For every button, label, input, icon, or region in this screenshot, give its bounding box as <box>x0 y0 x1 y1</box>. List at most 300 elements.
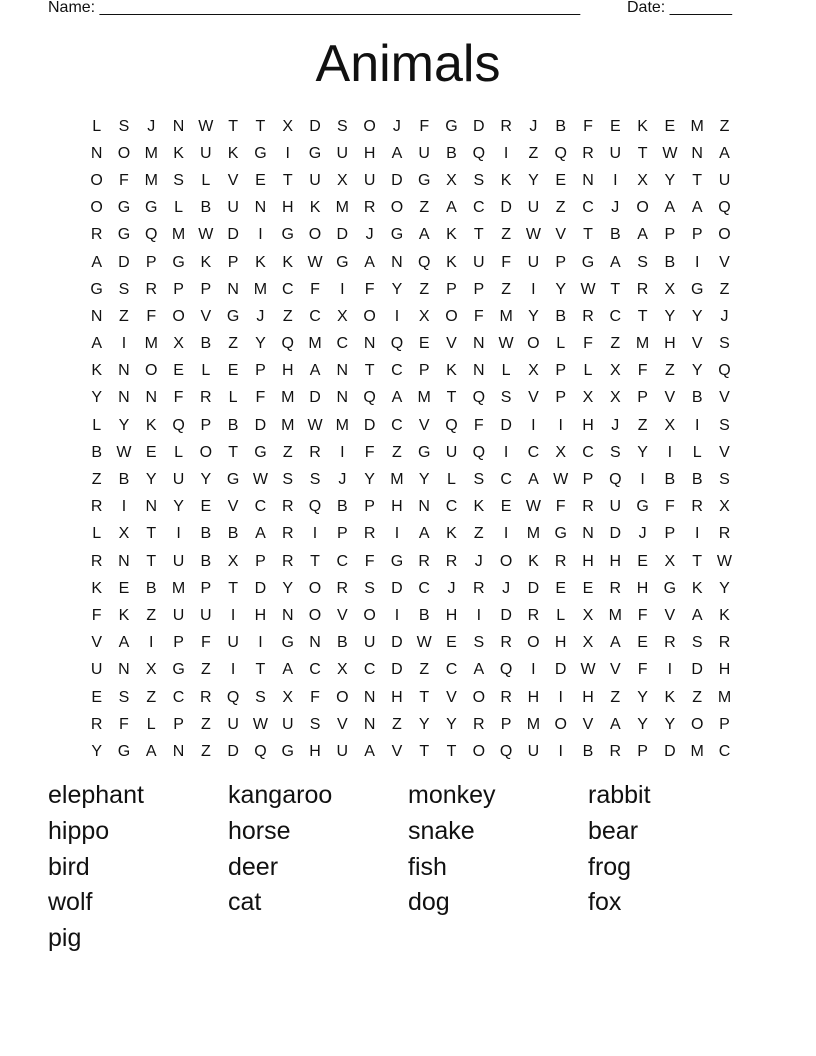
grid-cell: K <box>500 171 512 189</box>
grid-cell: X <box>582 389 594 407</box>
grid-cell: Z <box>719 117 730 135</box>
grid-cell: A <box>609 253 621 271</box>
grid-cell: M <box>717 688 732 706</box>
grid-cell: R <box>500 688 512 706</box>
grid-cell: U <box>172 606 185 624</box>
grid-cell: Y <box>664 171 676 189</box>
grid-cell: U <box>609 498 622 516</box>
grid-cell: T <box>228 579 239 597</box>
grid-cell: D <box>500 416 512 434</box>
page-title: Animals <box>315 35 501 93</box>
grid-cell: G <box>90 280 103 298</box>
grid-cell: I <box>258 226 263 244</box>
grid-cell: X <box>282 117 294 135</box>
grid-cell: K <box>173 144 184 162</box>
grid-cell: N <box>582 171 594 189</box>
grid-cell: D <box>391 634 403 652</box>
grid-cell: U <box>363 171 376 189</box>
grid-cell: V <box>691 335 703 353</box>
grid-cell: I <box>694 253 700 271</box>
grid-cell: Z <box>282 307 293 325</box>
grid-cell: D <box>664 742 676 760</box>
grid-cell: T <box>473 226 484 244</box>
grid-cell: A <box>145 742 157 760</box>
grid-cell: S <box>255 688 266 706</box>
grid-cell: C <box>391 362 403 380</box>
grid-cell: I <box>312 525 318 543</box>
grid-cell: V <box>227 498 239 516</box>
grid-cell: R <box>309 443 321 461</box>
grid-cell: I <box>149 634 154 652</box>
grid-cell: N <box>172 742 185 760</box>
grid-cell: V <box>336 715 348 733</box>
grid-cell: O <box>172 307 185 325</box>
grid-cell: B <box>555 117 567 135</box>
grid-cell: E <box>227 362 239 380</box>
grid-cell: Z <box>419 199 430 217</box>
grid-cell: E <box>91 688 102 706</box>
grid-cell: P <box>200 579 212 597</box>
grid-cell: F <box>146 307 157 325</box>
grid-cell: Z <box>392 443 402 461</box>
grid-cell: Y <box>418 715 430 733</box>
grid-cell: D <box>118 253 130 271</box>
grid-cell: K <box>528 552 539 570</box>
word-list-item: bear <box>588 816 639 845</box>
grid-cell: D <box>473 117 485 135</box>
grid-cell: O <box>636 199 649 217</box>
grid-cell: J <box>338 471 347 489</box>
grid-cell: S <box>609 443 621 461</box>
grid-cell: N <box>145 389 158 407</box>
grid-cell: Q <box>718 199 731 217</box>
grid-cell: Y <box>255 335 266 353</box>
word-list-item: snake <box>408 816 475 845</box>
grid-cell: G <box>636 498 649 516</box>
grid-cell: B <box>336 634 348 652</box>
grid-cell: Y <box>118 416 130 434</box>
grid-cell: M <box>144 335 158 353</box>
grid-cell: Z <box>91 471 102 489</box>
grid-cell: U <box>336 144 349 162</box>
grid-cell: R <box>90 226 103 244</box>
grid-cell: R <box>90 715 103 733</box>
grid-cell: V <box>446 688 457 706</box>
grid-cell: I <box>694 416 700 434</box>
word-list-item: bird <box>48 852 90 881</box>
grid-cell: V <box>418 416 430 434</box>
grid-cell: V <box>582 715 594 733</box>
grid-cell: M <box>390 471 404 489</box>
grid-cell: X <box>446 171 457 189</box>
grid-cell: P <box>173 715 184 733</box>
grid-cell: R <box>281 498 294 516</box>
word-list-item: cat <box>228 888 262 917</box>
grid-cell: F <box>364 552 375 570</box>
grid-cell: E <box>609 117 621 135</box>
grid-cell: F <box>664 498 675 516</box>
grid-cell: A <box>691 199 703 217</box>
grid-cell: A <box>91 335 102 353</box>
grid-cell: W <box>525 498 541 516</box>
grid-cell: B <box>200 199 212 217</box>
grid-cell: V <box>91 634 102 652</box>
grid-cell: C <box>582 199 594 217</box>
grid-cell: R <box>90 498 103 516</box>
grid-cell: N <box>336 389 349 407</box>
grid-cell: W <box>553 471 569 489</box>
grid-cell: R <box>200 389 212 407</box>
grid-cell: A <box>91 253 102 271</box>
grid-cell: X <box>418 307 430 325</box>
grid-cell: H <box>309 742 321 760</box>
name-field: Name: ______________________________________________________ <box>48 0 581 16</box>
grid-cell: T <box>228 117 239 135</box>
grid-cell: Y <box>528 307 539 325</box>
grid-cell: E <box>145 443 157 461</box>
grid-cell: Y <box>145 471 157 489</box>
grid-cell: X <box>555 443 567 461</box>
grid-cell: R <box>664 634 676 652</box>
grid-cell: P <box>473 280 485 298</box>
grid-cell: V <box>528 389 539 407</box>
grid-cell: T <box>637 144 648 162</box>
grid-cell: H <box>609 552 622 570</box>
grid-cell: U <box>418 144 430 162</box>
grid-cell: C <box>473 199 485 217</box>
grid-cell: F <box>637 606 648 624</box>
grid-cell: D <box>227 226 239 244</box>
grid-cell: D <box>527 579 540 597</box>
grid-cell: K <box>91 362 102 380</box>
grid-cell: O <box>308 579 322 597</box>
grid-cell: Q <box>472 389 486 407</box>
grid-cell: S <box>473 171 485 189</box>
grid-cell: G <box>390 552 404 570</box>
grid-cell: A <box>364 253 375 271</box>
grid-cell: P <box>582 471 594 489</box>
grid-cell: U <box>281 715 294 733</box>
grid-cell: M <box>417 389 431 407</box>
grid-cell: L <box>146 715 156 733</box>
grid-cell: E <box>555 171 567 189</box>
grid-cell: B <box>664 471 676 489</box>
grid-cell: A <box>391 389 403 407</box>
grid-cell: G <box>254 144 267 162</box>
grid-cell: A <box>691 606 703 624</box>
grid-cell: X <box>637 171 648 189</box>
grid-cell: S <box>719 335 730 353</box>
grid-cell: F <box>200 634 211 652</box>
grid-cell: C <box>582 443 594 461</box>
grid-cell: Z <box>419 661 430 679</box>
grid-cell: U <box>227 634 239 652</box>
grid-cell: Y <box>691 362 703 380</box>
grid-cell: I <box>558 742 563 760</box>
grid-cell: K <box>446 226 457 244</box>
grid-cell: P <box>555 362 567 380</box>
grid-cell: G <box>663 579 677 597</box>
grid-cell: P <box>719 715 730 733</box>
grid-cell: W <box>580 661 596 679</box>
grid-cell: U <box>309 171 321 189</box>
grid-cell: Q <box>145 226 158 244</box>
grid-cell: H <box>527 688 540 706</box>
grid-cell: Q <box>718 362 731 380</box>
grid-cell: P <box>446 280 457 298</box>
grid-cell: Z <box>473 525 484 543</box>
grid-cell: J <box>256 307 265 325</box>
grid-cell: X <box>664 280 676 298</box>
grid-cell: F <box>255 389 266 407</box>
grid-cell: C <box>336 552 349 570</box>
grid-cell: O <box>527 335 540 353</box>
grid-cell: V <box>227 171 239 189</box>
grid-cell: N <box>473 362 485 380</box>
grid-cell: L <box>92 416 102 434</box>
grid-cell: S <box>473 471 485 489</box>
grid-cell: U <box>200 144 212 162</box>
grid-cell: D <box>227 742 239 760</box>
grid-cell: E <box>418 335 430 353</box>
grid-cell: T <box>419 742 430 760</box>
grid-cell: U <box>527 253 540 271</box>
grid-cell: Z <box>555 199 566 217</box>
grid-cell: O <box>90 199 103 217</box>
grid-cell: I <box>476 606 482 624</box>
grid-cell: G <box>172 661 185 679</box>
grid-cell: P <box>555 253 567 271</box>
grid-cell: I <box>121 335 127 353</box>
grid-cell: B <box>691 389 703 407</box>
grid-cell: X <box>582 606 594 624</box>
grid-cell: I <box>176 525 181 543</box>
grid-cell: X <box>664 552 676 570</box>
grid-cell: Y <box>555 280 567 298</box>
grid-cell: U <box>473 253 485 271</box>
grid-cell: X <box>719 498 730 516</box>
grid-cell: R <box>281 552 294 570</box>
grid-cell: Q <box>308 498 322 516</box>
grid-cell: N <box>363 335 376 353</box>
grid-cell: P <box>336 525 348 543</box>
grid-cell: R <box>582 144 594 162</box>
grid-cell: N <box>145 498 158 516</box>
grid-cell: G <box>145 199 158 217</box>
grid-cell: C <box>309 307 321 325</box>
grid-cell: I <box>503 525 509 543</box>
grid-cell: I <box>558 416 563 434</box>
grid-cell: W <box>307 416 323 434</box>
grid-cell: G <box>254 443 267 461</box>
grid-cell: Y <box>691 307 703 325</box>
grid-cell: D <box>500 606 512 624</box>
grid-cell: L <box>201 362 211 380</box>
grid-cell: M <box>526 525 541 543</box>
grid-cell: R <box>609 742 622 760</box>
grid-cell: B <box>227 416 239 434</box>
grid-cell: H <box>445 606 458 624</box>
grid-cell: I <box>230 661 236 679</box>
grid-cell: B <box>200 552 212 570</box>
grid-cell: A <box>309 362 321 380</box>
grid-cell: P <box>364 498 375 516</box>
grid-cell: H <box>582 416 594 434</box>
grid-cell: L <box>92 117 102 135</box>
grid-cell: S <box>309 715 321 733</box>
grid-cell: O <box>117 144 131 162</box>
grid-cell: W <box>716 552 733 570</box>
grid-cell: B <box>227 525 239 543</box>
grid-cell: R <box>145 280 158 298</box>
grid-cell: L <box>501 362 511 380</box>
grid-cell: A <box>446 199 457 217</box>
grid-cell: E <box>200 498 212 516</box>
grid-cell: R <box>418 552 430 570</box>
grid-cell: J <box>502 579 511 597</box>
grid-cell: X <box>609 389 621 407</box>
grid-cell: F <box>473 307 484 325</box>
grid-cell: Y <box>173 498 184 516</box>
grid-cell: Q <box>445 416 458 434</box>
grid-cell: I <box>667 443 673 461</box>
grid-cell: Z <box>610 688 621 706</box>
grid-cell: M <box>308 335 322 353</box>
word-list-item: monkey <box>408 781 496 809</box>
grid-cell: H <box>391 498 403 516</box>
grid-cell: T <box>228 443 239 461</box>
grid-cell: I <box>667 661 673 679</box>
grid-cell: B <box>200 525 212 543</box>
grid-cell: Z <box>228 335 239 353</box>
grid-cell: A <box>282 661 294 679</box>
grid-cell: L <box>174 443 183 461</box>
grid-cell: P <box>255 362 266 380</box>
grid-cell: U <box>445 443 458 461</box>
grid-cell: Q <box>554 144 567 162</box>
grid-cell: O <box>472 742 486 760</box>
grid-cell: F <box>555 498 566 516</box>
grid-cell: Q <box>172 416 185 434</box>
grid-cell: Y <box>91 389 102 407</box>
word-list-item: kangaroo <box>228 781 333 809</box>
grid-cell: S <box>719 416 730 434</box>
grid-cell: P <box>664 525 676 543</box>
grid-cell: P <box>145 253 157 271</box>
grid-cell: P <box>173 634 184 652</box>
grid-cell: G <box>417 443 431 461</box>
grid-cell: G <box>117 226 131 244</box>
grid-cell: Z <box>282 443 293 461</box>
grid-cell: L <box>228 389 238 407</box>
grid-cell: A <box>664 199 676 217</box>
grid-cell: X <box>118 525 130 543</box>
grid-cell: S <box>173 171 184 189</box>
word-list-item: fox <box>588 888 622 917</box>
grid-cell: G <box>117 742 131 760</box>
grid-cell: Q <box>390 335 404 353</box>
grid-cell: U <box>172 471 185 489</box>
grid-cell: U <box>718 171 731 189</box>
grid-cell: I <box>121 498 127 516</box>
grid-cell: N <box>90 144 103 162</box>
grid-cell: S <box>500 389 512 407</box>
grid-cell: X <box>582 634 594 652</box>
grid-cell: W <box>580 280 596 298</box>
grid-cell: I <box>230 606 236 624</box>
word-list-item: hippo <box>48 816 110 845</box>
grid-cell: R <box>473 579 485 597</box>
grid-cell: P <box>500 715 512 733</box>
grid-cell: A <box>719 144 730 162</box>
grid-cell: S <box>118 117 130 135</box>
grid-cell: G <box>226 471 240 489</box>
grid-cell: F <box>637 661 648 679</box>
grid-cell: S <box>637 253 648 271</box>
grid-cell: O <box>363 307 376 325</box>
grid-cell: G <box>226 307 240 325</box>
grid-cell: Q <box>499 661 513 679</box>
grid-cell: R <box>691 498 703 516</box>
grid-cell: C <box>254 498 267 516</box>
grid-cell: R <box>500 117 512 135</box>
grid-cell: K <box>719 606 730 624</box>
grid-cell: P <box>637 742 648 760</box>
grid-cell: U <box>609 144 622 162</box>
grid-cell: H <box>254 606 267 624</box>
grid-cell: W <box>307 253 323 271</box>
grid-cell: G <box>690 280 704 298</box>
grid-cell: M <box>690 117 704 135</box>
grid-cell: L <box>556 335 566 353</box>
grid-cell: Z <box>419 280 430 298</box>
grid-cell: N <box>582 525 594 543</box>
grid-cell: G <box>554 525 567 543</box>
grid-cell: M <box>608 606 622 624</box>
grid-cell: V <box>719 389 730 407</box>
word-list-item: fish <box>408 852 447 881</box>
grid-cell: I <box>285 144 290 162</box>
grid-cell: C <box>363 661 376 679</box>
grid-cell: Z <box>664 362 675 380</box>
grid-cell: F <box>310 280 320 298</box>
grid-cell: X <box>336 661 348 679</box>
grid-cell: U <box>527 199 540 217</box>
grid-cell: C <box>445 661 458 679</box>
grid-cell: X <box>227 552 239 570</box>
grid-cell: E <box>555 579 567 597</box>
grid-cell: I <box>503 443 509 461</box>
word-list-item: horse <box>228 816 291 845</box>
grid-cell: Z <box>119 307 129 325</box>
grid-cell: T <box>692 171 703 189</box>
grid-cell: Z <box>200 661 211 679</box>
grid-cell: T <box>610 280 621 298</box>
grid-cell: V <box>446 335 457 353</box>
grid-cell: Z <box>392 715 402 733</box>
grid-cell: A <box>364 742 375 760</box>
grid-cell: S <box>282 471 294 489</box>
grid-cell: B <box>336 498 348 516</box>
grid-cell: G <box>417 171 431 189</box>
grid-cell: G <box>336 253 349 271</box>
grid-cell: Q <box>226 688 240 706</box>
grid-cell: V <box>609 661 621 679</box>
grid-cell: W <box>252 715 268 733</box>
grid-cell: D <box>691 661 703 679</box>
grid-cell: J <box>611 416 620 434</box>
grid-cell: K <box>91 579 102 597</box>
